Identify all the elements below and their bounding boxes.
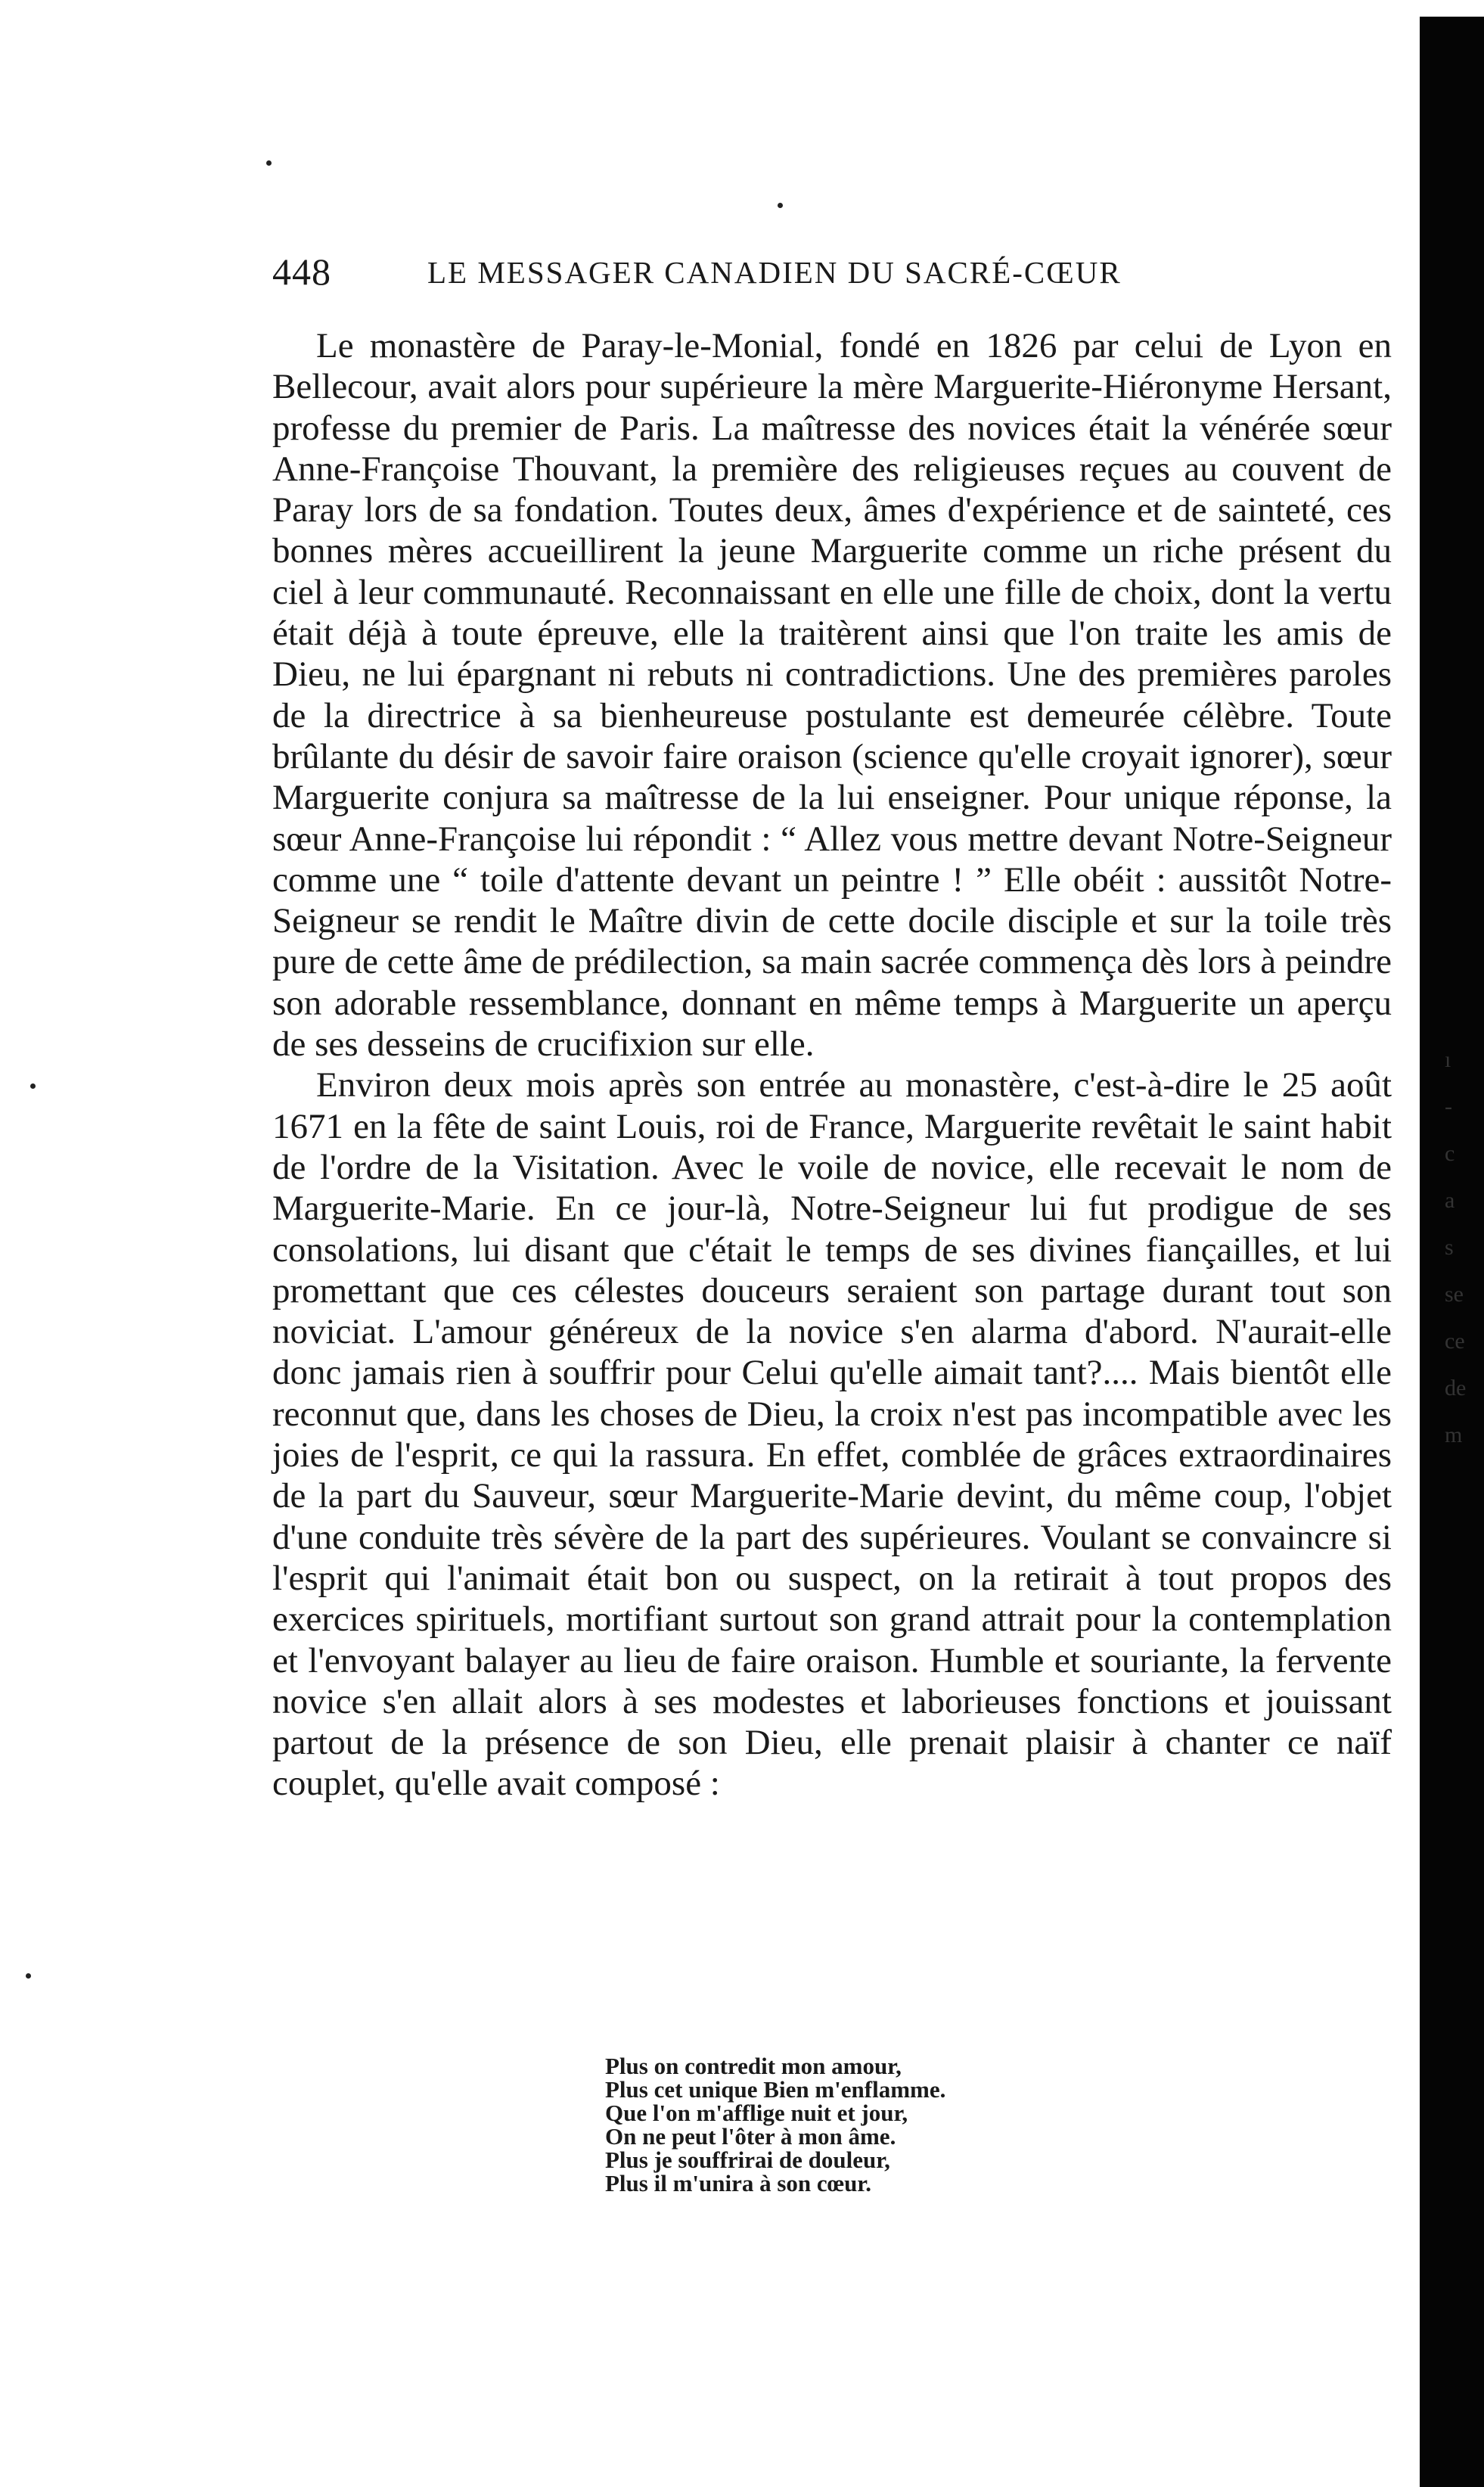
margin-fragment: - bbox=[1445, 1094, 1452, 1119]
margin-fragment: a bbox=[1445, 1188, 1455, 1213]
paragraph: Environ deux mois après son entrée au monastère, c'est-à-dire le 25 août 1671 en la fête de saint Louis, roi de France, Marguerite revêtait le saint habit de l'ordre de la Visitation. Avec le voile de novice, elle recevait le nom de Marguerite-Marie. En ce jour-là, Notre-Seigneur lui fut prodigue de ses consolations, lui disant que c'était le temps de ses divines fiançailles, et lui promettant que ces célestes douceurs seraient son partage durant tout son noviciat. L'amour généreux de la novice s'en alarma d'abord. N'aurait-elle donc jamais rien à souffrir pour Celui qu'elle aimait tant?.... Mais bientôt elle reconnut que, dans les choses de Dieu, la croix n'est pas incompatible avec les joies de l'esprit, ce qui la rassura. En effet, comblée de grâces extraordinaires de la part du Sauveur, sœur Marguerite-Marie devint, du même coup, l'objet d'une conduite très sévère de la part des supérieures. Voulant se convaincre si l'esprit qui l'animait était bon ou suspect, on la retirait à tout propos des exercices spirituels, mortifiant surtout son grand attrait pour la contemplation et l'envoyant balayer au lieu de faire oraison. Humble et souriante, la fervente novice s'en allait alors à ses modestes et laborieuses fonctions et jouissant partout de la présence de son Dieu, elle prenait plaisir à chanter ce naïf couplet, qu'elle avait composé : bbox=[272, 1065, 1392, 1804]
poem-line: Plus il m'unira à son cœur. bbox=[605, 2170, 871, 2196]
margin-fragment: m bbox=[1445, 1422, 1463, 1447]
poem-couplet bbox=[605, 2054, 945, 2195]
margin-fragment: de bbox=[1445, 1376, 1467, 1400]
poem-line: On ne peut l'ôter à mon âme. bbox=[605, 2123, 896, 2150]
running-title: LE MESSAGER CANADIEN DU SACRÉ-CŒUR bbox=[427, 255, 1122, 290]
ink-speck bbox=[266, 160, 272, 166]
margin-fragment: ı bbox=[1445, 1047, 1451, 1072]
poem-line: Que l'on m'afflige nuit et jour, bbox=[605, 2100, 908, 2126]
article-body bbox=[272, 325, 1392, 1805]
ink-speck bbox=[26, 1973, 31, 1979]
ink-speck bbox=[778, 203, 783, 208]
margin-fragment: se bbox=[1445, 1282, 1464, 1307]
paragraph: Le monastère de Paray-le-Monial, fondé en 1826 par celui de Lyon en Bellecour, avait alors pour supérieure la mère Marguerite-Hiéronyme Hersant, professe du premier de Paris. La maîtresse des novices était la vénérée sœur Anne-Françoise Thouvant, la première des religieuses reçues au couvent de Paray lors de sa fondation. Toutes deux, âmes d'expérience et de sainteté, ces bonnes mères accueillirent la jeune Marguerite comme un riche présent du ciel à leur communauté. Reconnaissant en elle une fille de choix, dont la vertu était déjà à toute épreuve, elle la traitèrent ainsi que l'on traite les amis de Dieu, ne lui épargnant ni rebuts ni contradictions. Une des premières paroles de la directrice à sa bienheureuse postulante est demeurée célèbre. Toute brûlante du désir de savoir faire oraison (science qu'elle croyait ignorer), sœur Marguerite conjura sa maîtresse de la lui enseigner. Pour unique réponse, la sœur Anne-Françoise lui répondit : “ Allez vous mettre devant Notre-Seigneur comme une “ toile d'attente devant un peintre ! ” Elle obéit : aussitôt Notre-Seigneur se rendit le Maître divin de cette docile disciple et sur la toile très pure de cette âme de prédilection, sa main sacrée commença dès lors à peindre son adorable ressemblance, donnant en même temps à Marguerite un aperçu de ses desseins de crucifixion sur elle. bbox=[272, 326, 1392, 1065]
ink-speck bbox=[30, 1083, 36, 1089]
page-number: 448 bbox=[272, 250, 331, 293]
facing-page-fragments bbox=[1445, 1037, 1466, 1459]
margin-fragment: c bbox=[1445, 1141, 1455, 1166]
poem-line: Plus on contredit mon amour, bbox=[605, 2053, 902, 2079]
page-header bbox=[272, 250, 1324, 310]
margin-fragment: s bbox=[1445, 1235, 1454, 1260]
poem-line: Plus je souffrirai de douleur, bbox=[605, 2147, 890, 2173]
margin-fragment: ce bbox=[1445, 1329, 1465, 1354]
poem-line: Plus cet unique Bien m'enflamme. bbox=[605, 2076, 946, 2103]
